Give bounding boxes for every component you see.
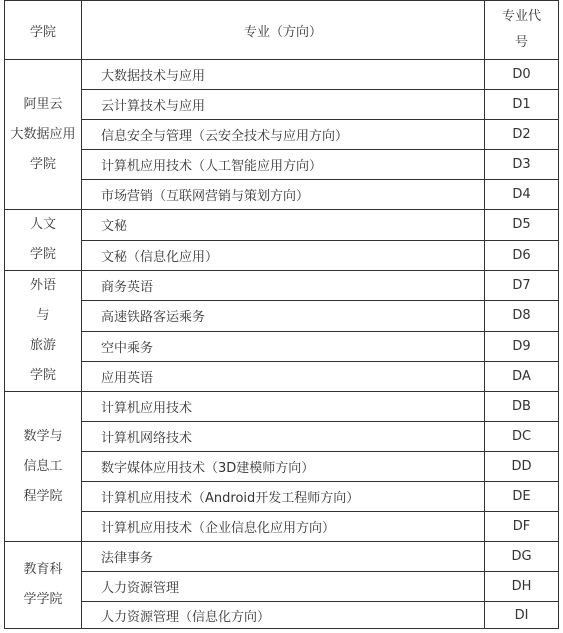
header-code (485, 1, 559, 60)
college-line: 数学与 (23, 428, 63, 444)
college-line: 教育科 (23, 562, 63, 577)
college-line: 学院 (29, 368, 56, 383)
code-cell: D7 (485, 271, 559, 301)
college-line: 学院 (29, 247, 56, 262)
table-row (5, 331, 559, 361)
major-cell: 计算机应用技术（人工智能应用方向） (82, 150, 485, 180)
table-row (5, 210, 559, 241)
code-cell: D9 (485, 331, 559, 361)
code-cell: D6 (485, 240, 559, 271)
college-cell (5, 271, 82, 392)
header-major: 专业（方向） (82, 1, 485, 60)
majors-table (4, 0, 559, 629)
major-cell: 文秘 (82, 210, 485, 241)
table-row (5, 240, 559, 271)
code-cell: D4 (485, 180, 559, 210)
table-row (5, 602, 559, 629)
header-code-line1: 专业代 (501, 9, 541, 24)
college-line: 学院 (29, 156, 56, 172)
code-cell: DE (485, 482, 559, 512)
major-cell: 计算机应用技术（企业信息化应用方向） (82, 512, 485, 542)
major-cell: 法律事务 (82, 542, 485, 572)
code-cell: DD (485, 452, 559, 482)
code-cell: D8 (485, 301, 559, 331)
major-cell: 市场营销（互联网营销与策划方向） (82, 180, 485, 210)
code-cell: D2 (485, 120, 559, 150)
header-code-line2: 号 (514, 35, 528, 50)
major-cell: 计算机网络技术 (82, 422, 485, 452)
table-row (5, 512, 559, 542)
table-row (5, 180, 559, 210)
code-cell: DG (485, 542, 559, 572)
college-line: 人文 (29, 217, 56, 232)
college-line: 与 (36, 308, 50, 323)
major-cell: 计算机应用技术（Android开发工程师方向） (82, 482, 485, 512)
major-cell: 人力资源管理（信息化方向） (82, 602, 485, 629)
college-line: 大数据应用 (10, 126, 76, 142)
major-cell: 应用英语 (82, 361, 485, 391)
table-row (5, 542, 559, 572)
college-cell (5, 60, 82, 210)
college-cell (5, 210, 82, 271)
table-row (5, 452, 559, 482)
major-cell: 商务英语 (82, 271, 485, 301)
major-cell: 大数据技术与应用 (82, 60, 485, 90)
college-line: 学学院 (23, 592, 63, 607)
header-row (5, 1, 559, 60)
table-row (5, 482, 559, 512)
major-cell: 文秘（信息化应用） (82, 240, 485, 271)
code-cell: D1 (485, 90, 559, 120)
code-cell: DF (485, 512, 559, 542)
table-row (5, 120, 559, 150)
table-row (5, 422, 559, 452)
table-row (5, 572, 559, 602)
code-cell: D3 (485, 150, 559, 180)
major-cell: 信息安全与管理（云安全技术与应用方向） (82, 120, 485, 150)
code-cell: DA (485, 361, 559, 391)
college-line: 旅游 (29, 338, 56, 353)
college-line: 信息工 (23, 458, 63, 474)
table-row (5, 392, 559, 422)
table-row (5, 60, 559, 90)
code-cell: D5 (485, 210, 559, 241)
major-cell: 高速铁路客运乘务 (82, 301, 485, 331)
college-cell (5, 542, 82, 629)
major-cell: 人力资源管理 (82, 572, 485, 602)
table-row (5, 271, 559, 301)
major-cell: 计算机应用技术 (82, 392, 485, 422)
major-cell: 空中乘务 (82, 331, 485, 361)
table-row (5, 301, 559, 331)
major-cell: 数字媒体应用技术（3D建模师方向） (82, 452, 485, 482)
college-cell (5, 392, 82, 542)
college-line: 程学院 (23, 488, 63, 504)
major-cell: 云计算技术与应用 (82, 90, 485, 120)
code-cell: D0 (485, 60, 559, 90)
table-row (5, 361, 559, 391)
college-line: 阿里云 (23, 96, 63, 112)
code-cell: DB (485, 392, 559, 422)
code-cell: DC (485, 422, 559, 452)
table-row (5, 90, 559, 120)
code-cell: DI (485, 602, 559, 629)
code-cell: DH (485, 572, 559, 602)
college-line: 外语 (29, 278, 56, 293)
table-row (5, 150, 559, 180)
header-college: 学院 (5, 1, 82, 60)
